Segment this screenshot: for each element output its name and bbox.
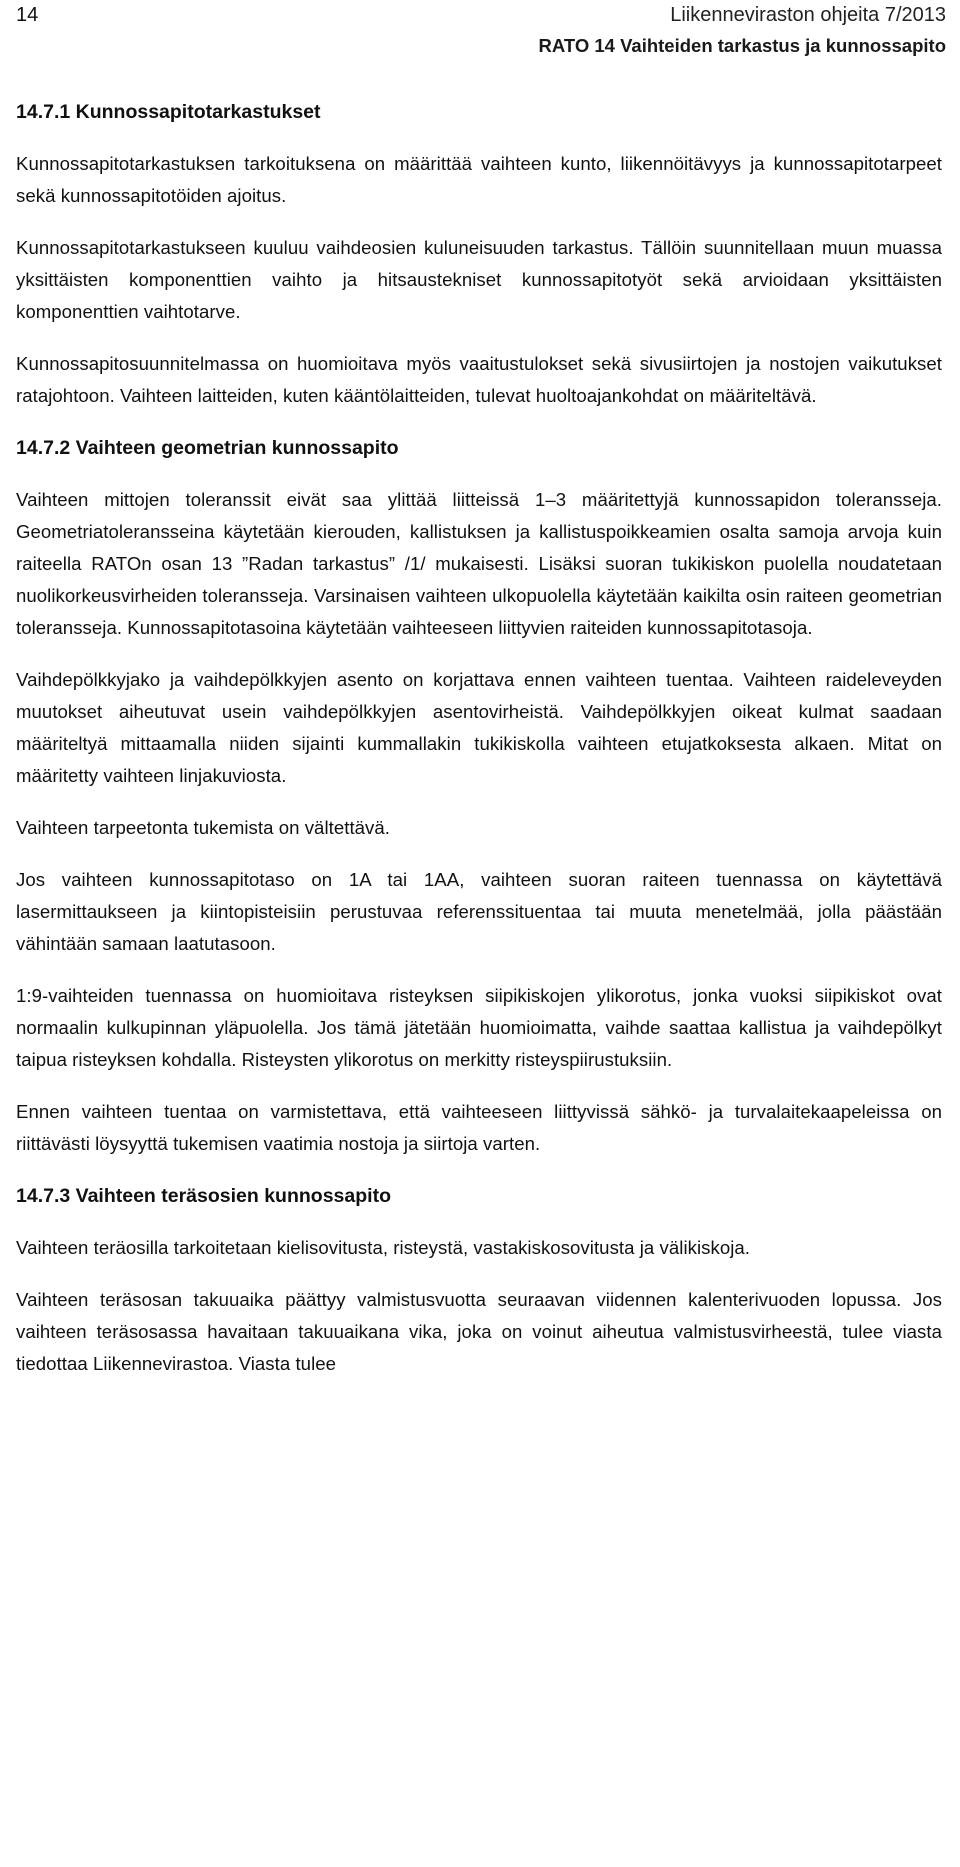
publication-title: Liikenneviraston ohjeita 7/2013 (670, 4, 946, 26)
paragraph: Ennen vaihteen tuentaa on varmistettava, että vaihteeseen liittyvissä sähkö- ja turvalaitekaapeleissa on riittävästi löysyyttä tukemisen vaatimia nostoja ja siirtoja varten. (16, 1101, 942, 1154)
paragraph: Vaihdepölkkyjako ja vaihdepölkkyjen asento on korjattava ennen vaihteen tuentaa. Vaihteen raideleveyden muutokset aiheutuvat usein vaihdepölkkyjen asentovirheistä. Vaihdepölkkyjen oikeat kulmat saadaan määriteltyä mittaamalla niiden sijainti kummallakin tukikiskolla vaihteen etujatkoksesta alkaen. Mitat on määritetty vaihteen linjakuviosta. (16, 669, 942, 786)
paragraph: Vaihteen teräsosan takuuaika päättyy valmistusvuotta seuraavan viidennen kalenterivuoden lopussa. Jos vaihteen teräsosassa havaitaan takuuaikana vika, joka on voinut aiheutua valmistusvirheestä, tulee viasta tiedottaa Liikennevirastoa. Viasta tulee (16, 1289, 942, 1374)
paragraph: Vaihteen mittojen toleranssit eivät saa ylittää liitteissä 1–3 määritettyjä kunnossapidon toleransseja. Geometriatoleransseina käytetään kierouden, kallistuksen ja kallistuspoikkeamien osalta samoja arvoja kuin raiteella RATOn osan 13 ”Radan tarkastus” /1/ mukaisesti. Lisäksi suoran tukikiskon puolella noudatetaan nuolikorkeusvirheiden toleransseja. Varsinaisen vaihteen ulkopuolella käytetään kaikilta osin raiteen geometrian toleransseja. Kunnossapitotasoina käytetään vaihteeseen liittyvien raiteiden kunnossapitotasoja. (16, 489, 942, 638)
section-heading-14-7-2: 14.7.2 Vaihteen geometrian kunnossapito (16, 437, 399, 459)
paragraph: 1:9-vaihteiden tuennassa on huomioitava risteyksen siipikiskojen ylikorotus, jonka vuoksi siipikiskot ovat normaalin kulkupinnan yläpuolella. Jos tämä jätetään huomioimatta, vaihde saattaa kallistua ja vaihdepölkyt taipua risteyksen kohdalla. Risteysten ylikorotus on merkitty risteyspiirustuksiin. (16, 985, 942, 1070)
running-header (539, 2, 946, 58)
document-body (16, 96, 942, 1380)
paragraph: Kunnossapitotarkastuksen tarkoituksena on määrittää vaihteen kunto, liikennöitävyys ja kunnossapitotarpeet sekä kunnossapitotöiden ajoitus. (16, 153, 942, 206)
page-number: 14 (16, 4, 39, 26)
paragraph: Kunnossapitotarkastukseen kuuluu vaihdeosien kuluneisuuden tarkastus. Tällöin suunnitellaan muun muassa yksittäisten komponenttien vaihto ja hitsaustekniset kunnossapitotyöt sekä arvioidaan yksittäisten komponenttien vaihtotarve. (16, 237, 942, 322)
section-heading-14-7-3: 14.7.3 Vaihteen teräsosien kunnossapito (16, 1185, 391, 1207)
paragraph: Vaihteen teräosilla tarkoitetaan kielisovitusta, risteystä, vastakiskosovitusta ja välikiskoja. (16, 1237, 751, 1258)
section-heading-14-7-1: 14.7.1 Kunnossapitotarkastukset (16, 101, 321, 123)
document-title: RATO 14 Vaihteiden tarkastus ja kunnossapito (538, 35, 946, 56)
paragraph: Vaihteen tarpeetonta tukemista on vältettävä. (16, 817, 391, 838)
paragraph: Kunnossapitosuunnitelmassa on huomioitava myös vaaitustulokset sekä sivusiirtojen ja nostojen vaikutukset ratajohtoon. Vaihteen laitteiden, kuten kääntölaitteiden, tulevat huoltoajankohdat on määriteltävä. (16, 353, 942, 406)
paragraph: Jos vaihteen kunnossapitotaso on 1A tai 1AA, vaihteen suoran raiteen tuennassa on käytettävä lasermittaukseen ja kiintopisteisiin perustuvaa referenssituentaa tai muuta menetelmää, jolla päästään vähintään samaan laatutasoon. (16, 869, 942, 954)
